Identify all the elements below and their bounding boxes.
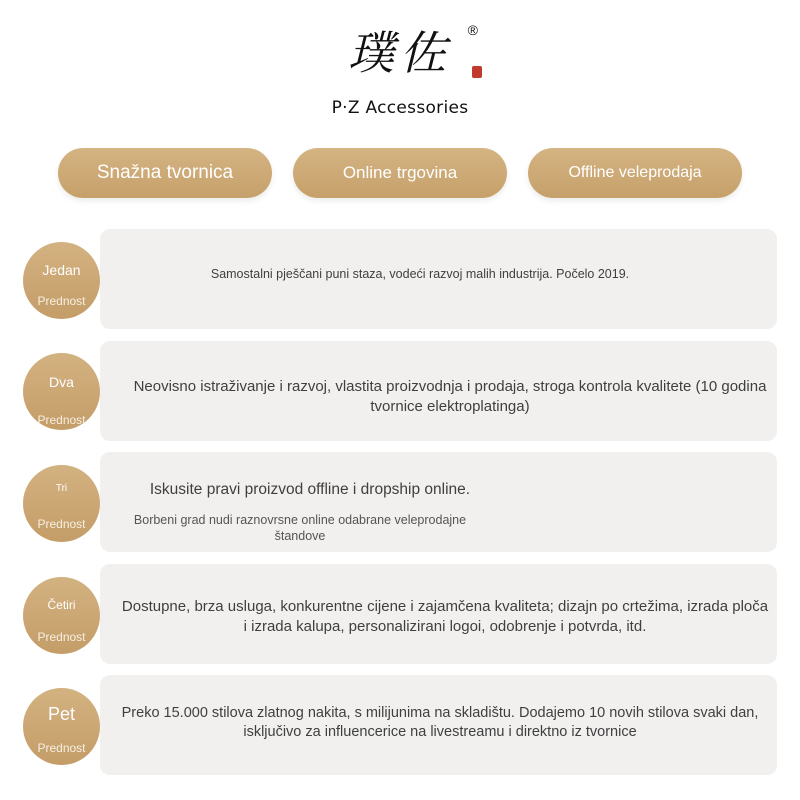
- tab-strong-factory[interactable]: Snažna tvornica: [58, 148, 272, 198]
- advantage-label-2: Prednost: [37, 413, 86, 427]
- advantage-text-1: Samostalni pješčani puni staza, vodeći razvoj malih industrija. Počelo 2019.: [210, 267, 630, 281]
- advantage-badge-1: [23, 242, 100, 319]
- advantage-card-1: [100, 229, 777, 329]
- advantage-text-4: Dostupne, brza usluga, konkurentne cijene i zajamčena kvaliteta; dizajn po crtežima, izrada ploča i izrada kalupa, personalizirani logoi, odobrenje i potvrda, itd.: [121, 598, 769, 635]
- tab-online-store[interactable]: Online trgovina: [293, 148, 507, 198]
- advantage-number-3: Tri: [55, 483, 68, 494]
- advantage-number-2: Dva: [49, 374, 74, 390]
- advantage-card-2: [100, 341, 777, 441]
- advantage-number-5: Pet: [47, 704, 76, 724]
- advantage-badge-5: [23, 688, 100, 765]
- brand-header: [0, 18, 800, 118]
- advantage-subtext-3: Borbeni grad nudi raznovrsne online odabrane veleprodajne štandove: [133, 513, 467, 543]
- registered-mark: ®: [467, 22, 478, 38]
- advantage-text-3: Iskusite pravi proizvod offline i dropship online.: [149, 481, 471, 498]
- brand-name: P·Z Accessories: [331, 98, 469, 118]
- advantage-number-1: Jedan: [42, 262, 81, 278]
- brand-logo: [330, 18, 478, 88]
- advantage-card-5: [100, 675, 777, 775]
- red-seal-icon: [472, 66, 482, 78]
- advantage-badge-3: [23, 465, 100, 542]
- advantage-card-3: [100, 452, 777, 552]
- tab-offline-wholesale[interactable]: Offline veleprodaja: [528, 148, 742, 198]
- logo-calligraphy: 璞佐: [348, 26, 452, 80]
- advantage-label-3: Prednost: [37, 517, 86, 531]
- advantage-label-1: Prednost: [37, 294, 86, 308]
- advantage-label-4: Prednost: [37, 630, 86, 644]
- advantage-text-5: Preko 15.000 stilova zlatnog nakita, s milijunima na skladištu. Dodajemo 10 novih stilova svaki dan, isključivo za influencerice na livestreamu i direktno iz tvornice: [121, 705, 759, 740]
- advantage-text-2: Neovisno istraživanje i razvoj, vlastita proizvodnja i prodaja, stroga kontrola kvalitete (10 godina tvornice elektroplatinga): [133, 378, 767, 415]
- advantage-number-4: Četiri: [47, 598, 76, 612]
- advantage-badge-4: [23, 577, 100, 654]
- advantage-label-5: Prednost: [37, 741, 86, 755]
- advantage-card-4: [100, 564, 777, 664]
- advantage-badge-2: [23, 353, 100, 430]
